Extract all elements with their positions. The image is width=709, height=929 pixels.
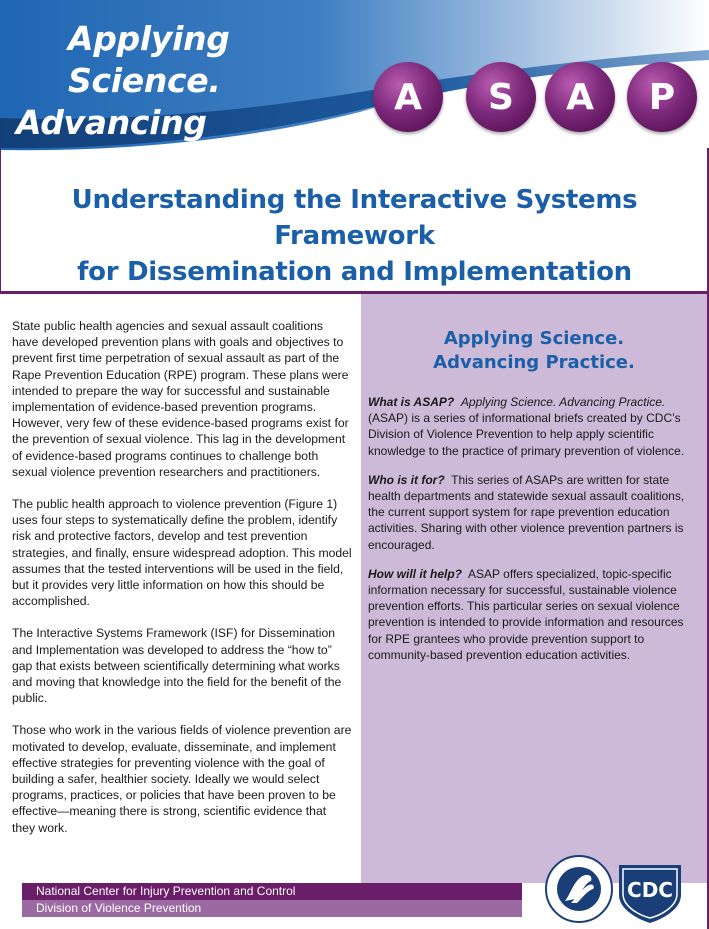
- page-title: [0, 182, 709, 290]
- question-label: How will it help?: [368, 566, 462, 581]
- title-line-1: Understanding the Interactive Systems Framework: [71, 185, 638, 251]
- body-paragraph: State public health agencies and sexual assault coalitions have developed prevention plans with goals and objectives to prevent first time perpetration of sexual assault as part of the Rape Prevention Education (RPE) program. These plans were intended to prepare the way for successful and sustainable implementation of evidence-based prevention programs. However, very few of these evidence-based programs exist for the prevention of sexual violence. This lag in the development of evidence-based programs continues to challenge both sexual violence prevention researchers and practitioners.: [12, 319, 349, 479]
- info-sidebar: [361, 294, 707, 883]
- hhs-seal-icon: [546, 856, 612, 922]
- main-body: [12, 318, 352, 852]
- footer-center-name: National Center for Injury Prevention and Control: [36, 884, 296, 898]
- asap-letter-s: S: [466, 62, 536, 132]
- answer-text: This series of ASAPs are written for state health departments and statewide sexual assault coalitions, the current support system for rape prevention education activities. Sharing with other violence prevention partners is encouraged.: [368, 472, 685, 552]
- body-paragraph: Those who work in the various fields of violence prevention are motivated to develop, evaluate, disseminate, and implement effective strategies for preventing violence with the goal of building a safer, healthier society. Ideally we would select programs, practices, or policies that have been proven to be effective—meaning there is strong, scientific evidence that they work.: [12, 723, 352, 835]
- sidebar-item-who: [368, 472, 688, 553]
- cdc-logo-icon: [619, 865, 681, 923]
- body-paragraph: The Interactive Systems Framework (ISF) for Dissemination and Implementation was developed to address the “how to” gap that exists between scientifically determining what works and moving that knowledge into the field for the benefit of the public.: [12, 626, 342, 706]
- question-label: What is ASAP?: [368, 395, 455, 409]
- question-label: Who is it for?: [368, 472, 445, 487]
- sidebar-item-how: [368, 566, 688, 663]
- asap-letter-a: A: [373, 62, 443, 132]
- body-paragraph: The public health approach to violence prevention (Figure 1) uses four steps to systematically define the problem, identify risk and protective factors, develop and test prevention strategies, and finally, ensure widespread adoption. This model assumes that the tested interventions will be used in the field, but it provides very little information on how this should be accomplished.: [12, 497, 352, 609]
- tagline-line-2: Advancing Practice.: [16, 103, 207, 184]
- sidebar-body: [368, 394, 688, 676]
- header-tagline: [16, 18, 376, 186]
- tagline-line-1: Applying Science.: [68, 19, 230, 100]
- cdc-logo-text: CDC: [627, 878, 673, 902]
- sidebar-title-line-2: Advancing Practice.: [433, 352, 635, 373]
- header-banner: [0, 0, 709, 184]
- answer-text: (ASAP) is a series of informational briefs created by CDC’s Division of Violence Prevention to help apply scientific knowledge to the practice of primary prevention of violence.: [368, 411, 685, 458]
- answer-text: ASAP offers specialized, topic-specific information necessary for successful, sustainable violence prevention efforts. This particular series on sexual violence prevention is intended to provide information and resources for RPE grantees who provide prevention support to community-based prevention education activities.: [368, 566, 684, 662]
- title-line-2: for Dissemination and Implementation: [77, 257, 632, 287]
- agency-logos: [545, 853, 685, 925]
- asap-letter-p: P: [627, 62, 697, 132]
- sidebar-title: [361, 327, 707, 375]
- asap-letter-a-2: A: [545, 62, 615, 132]
- sidebar-item-what: [368, 394, 688, 459]
- footer-division-name: Division of Violence Prevention: [36, 901, 202, 915]
- series-name: Applying Science. Advancing Practice.: [460, 395, 666, 409]
- sidebar-title-line-1: Applying Science.: [443, 328, 625, 349]
